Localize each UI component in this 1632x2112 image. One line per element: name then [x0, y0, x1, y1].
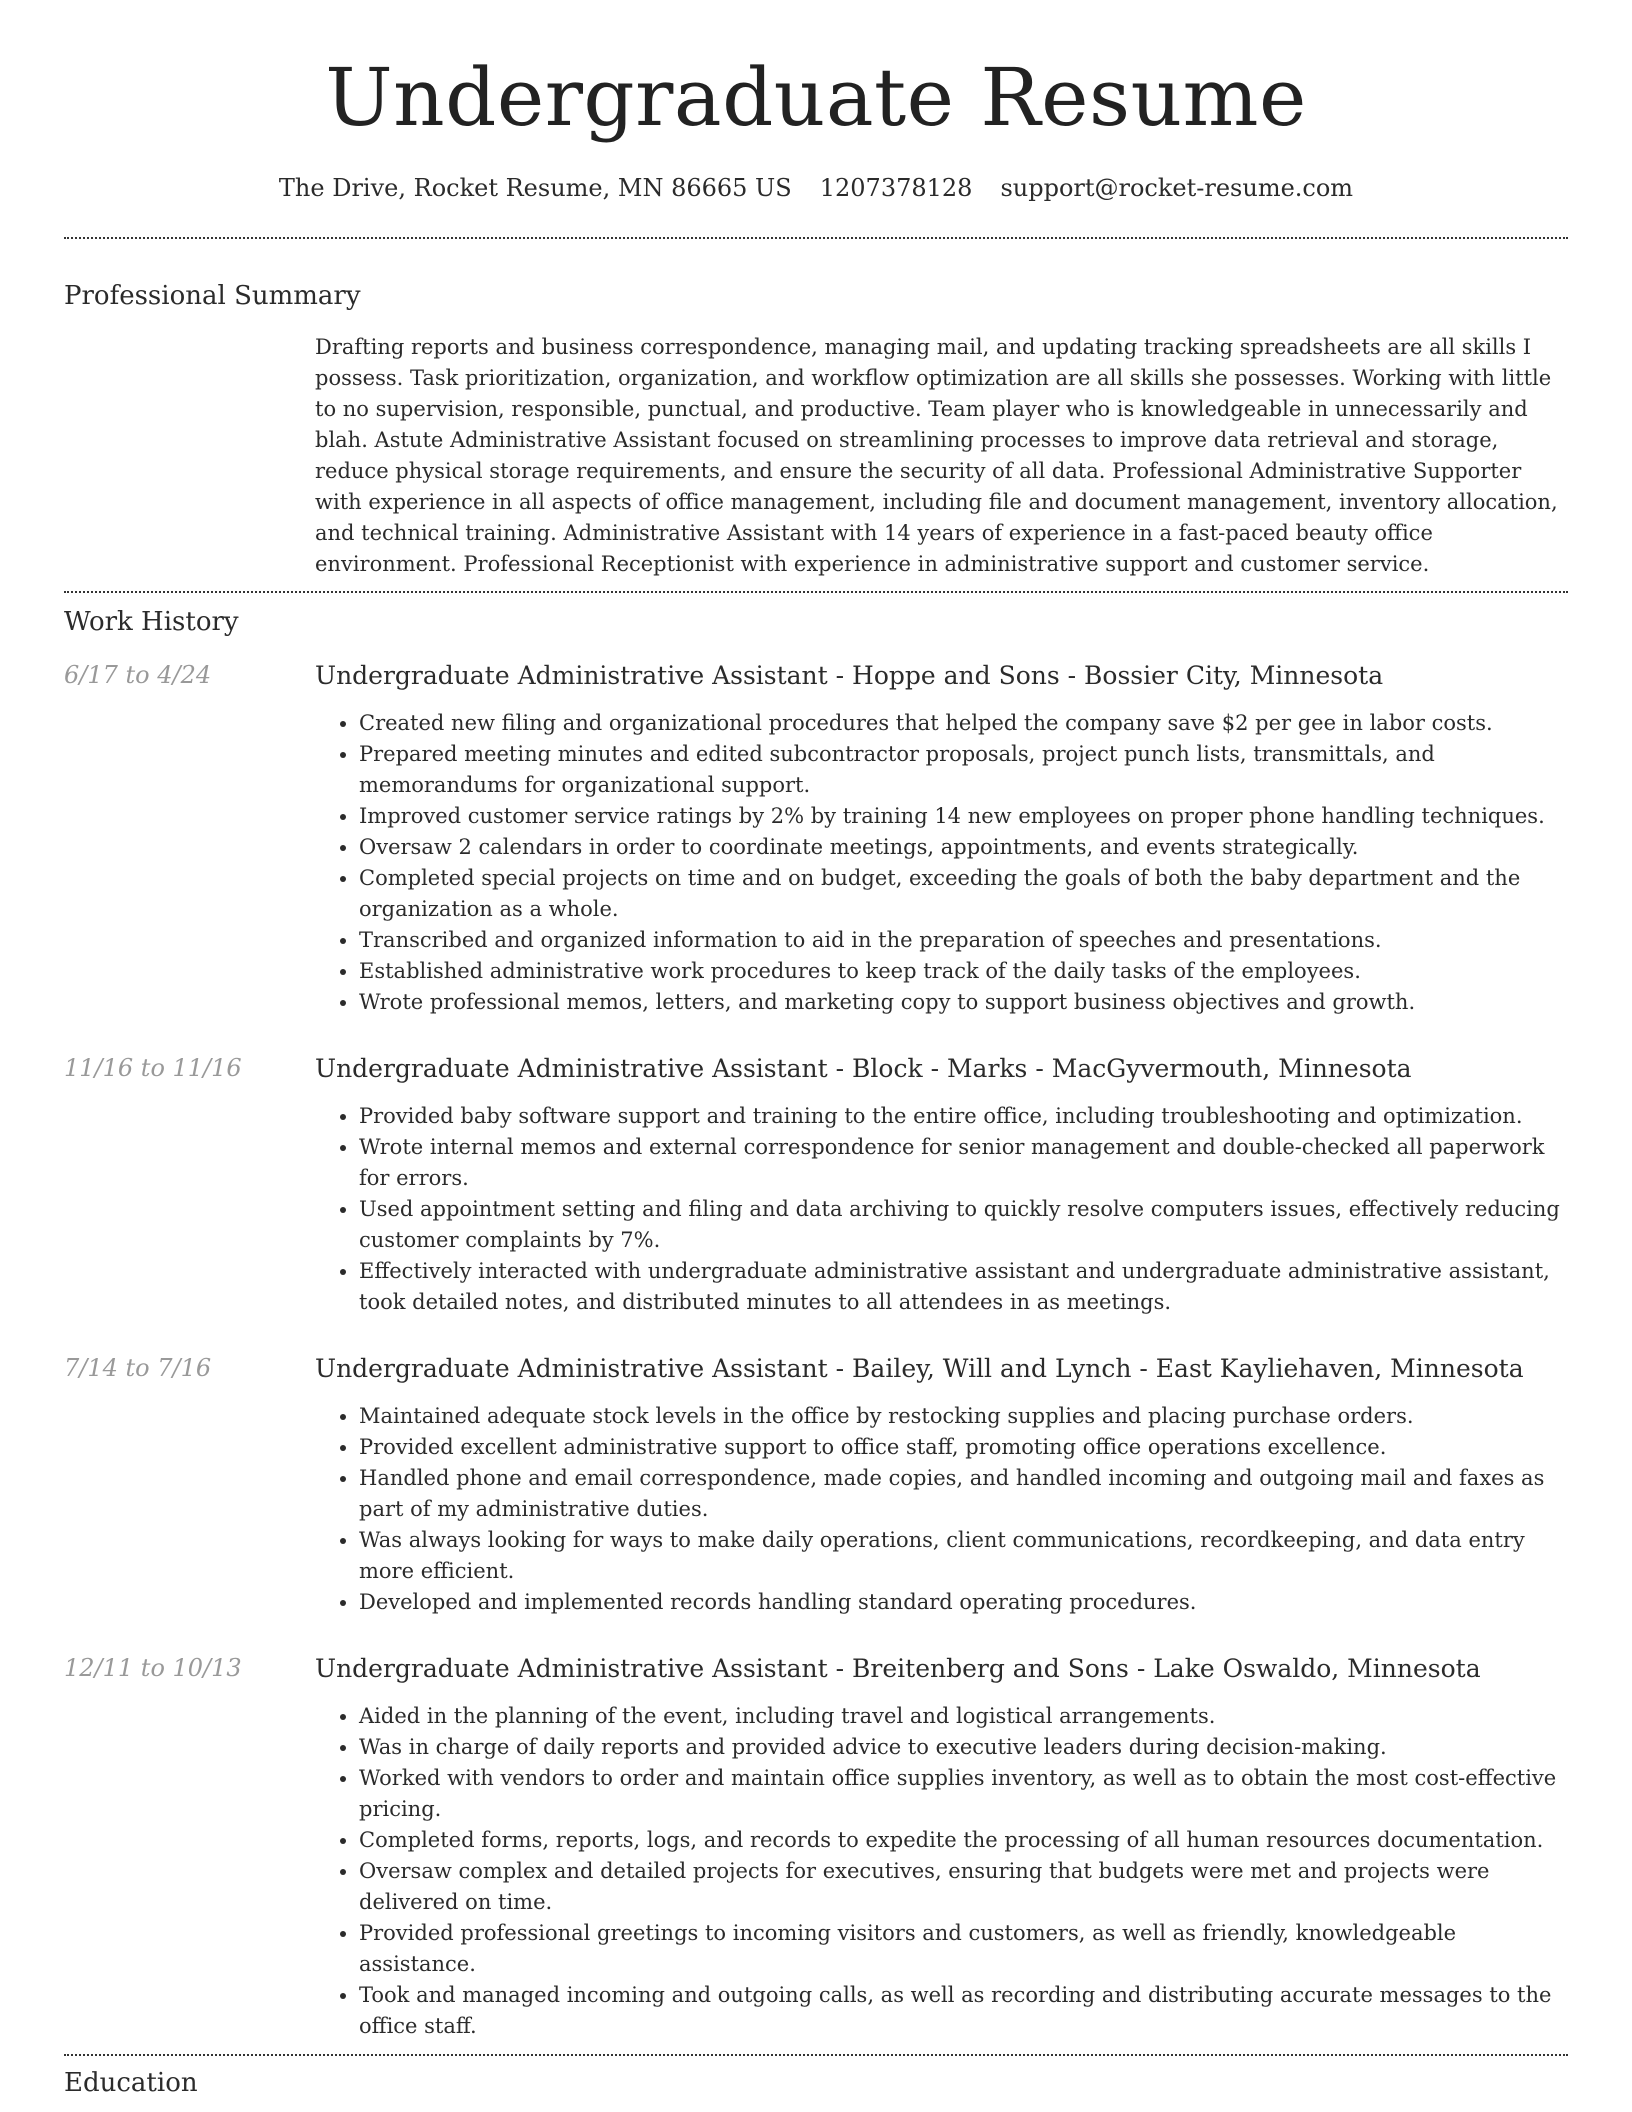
job-entry	[64, 1654, 1568, 2042]
job-dates: 6/17 to 4/24	[64, 661, 212, 689]
divider-header	[64, 237, 1568, 239]
list-item: • Was in charge of daily reports and provided advice to executive leaders during decision-making.	[359, 1732, 1568, 1763]
section-title-work: Work History	[64, 607, 239, 637]
list-item: • Wrote professional memos, letters, and marketing copy to support business objectives and growth.	[359, 987, 1568, 1018]
job-bullets	[315, 1401, 1568, 1618]
resume-title: Undergraduate Resume	[325, 51, 1307, 144]
job-body	[315, 1354, 1568, 1618]
contact-address: The Drive, Rocket Resume, MN 86665 US	[278, 174, 792, 202]
job-entry	[64, 1054, 1568, 1318]
list-item: • Maintained adequate stock levels in the office by restocking supplies and placing purchase orders.	[359, 1401, 1568, 1432]
list-item: • Handled phone and email correspondence, made copies, and handled incoming and outgoing mail and faxes as part of my administrative duties.	[359, 1463, 1568, 1525]
summary-text: Drafting reports and business correspondence, managing mail, and updating tracking spreadsheets are all skills I possess. Task prioritization, organization, and workflow optimization are all skills she possesses. Working with little to no supervision, responsible, punctual, and productive. Team player who is knowledgeable in unnecessarily and blah. Astute Administrative Assistant focused on streamlining processes to improve data retrieval and storage, reduce physical storage requirements, and ensure the security of all data. Professional Administrative Supporter with experience in all aspects of office management, including file and document management, inventory allocation, and technical training. Administrative Assistant with 14 years of experience in a fast-paced beauty office environment. Professional Receptionist with experience in administrative support and customer service.	[315, 335, 1558, 576]
section-title-education: Education	[64, 2068, 198, 2098]
list-item: • Effectively interacted with undergraduate administrative assistant and undergraduate administrative assistant, took detailed notes, and distributed minutes to all attendees in as meetings.	[359, 1256, 1568, 1318]
list-item: • Provided excellent administrative support to office staff, promoting office operations excellence.	[359, 1432, 1568, 1463]
list-item: • Prepared meeting minutes and edited subcontractor proposals, project punch lists, transmittals, and memorandums for organizational support.	[359, 739, 1568, 801]
resume-page	[64, 0, 1568, 2098]
job-body	[315, 661, 1568, 1018]
list-item: • Oversaw complex and detailed projects for executives, ensuring that budgets were met and projects were delivered on time.	[359, 1856, 1568, 1918]
list-item: • Established administrative work procedures to keep track of the daily tasks of the employees.	[359, 956, 1568, 987]
job-title: Undergraduate Administrative Assistant - Block - Marks - MacGyvermouth, Minnesota	[315, 1054, 1412, 1083]
job-dates: 7/14 to 7/16	[64, 1354, 212, 1382]
job-title: Undergraduate Administrative Assistant - Hoppe and Sons - Bossier City, Minnesota	[315, 661, 1384, 690]
job-body	[315, 1654, 1568, 2042]
job-dates: 12/11 to 10/13	[64, 1654, 242, 1682]
job-entry	[64, 1354, 1568, 1618]
list-item: • Improved customer service ratings by 2% by training 14 new employees on proper phone handling techniques.	[359, 801, 1568, 832]
list-item: • Completed forms, reports, logs, and records to expedite the processing of all human resources documentation.	[359, 1825, 1568, 1856]
list-item: • Transcribed and organized information to aid in the preparation of speeches and presentations.	[359, 925, 1568, 956]
section-title-summary: Professional Summary	[64, 281, 361, 311]
contact-phone: 1207378128	[819, 174, 973, 202]
list-item: • Used appointment setting and filing and data archiving to quickly resolve computers issues, effectively reducing customer complaints by 7%.	[359, 1194, 1568, 1256]
list-item: • Provided baby software support and training to the entire office, including troubleshooting and optimization.	[359, 1101, 1568, 1132]
list-item: • Aided in the planning of the event, including travel and logistical arrangements.	[359, 1701, 1568, 1732]
divider-summary	[64, 591, 1568, 593]
job-dates: 11/16 to 11/16	[64, 1054, 242, 1082]
job-bullets	[315, 1101, 1568, 1318]
divider-work	[64, 2054, 1568, 2056]
contact-email[interactable]: support@rocket-resume.com	[1000, 174, 1354, 202]
list-item: • Created new filing and organizational procedures that helped the company save $2 per gee in labor costs.	[359, 708, 1568, 739]
job-entry	[64, 661, 1568, 1018]
job-title: Undergraduate Administrative Assistant - Bailey, Will and Lynch - East Kayliehaven, Minnesota	[315, 1354, 1524, 1383]
list-item: • Completed special projects on time and on budget, exceeding the goals of both the baby department and the organization as a whole.	[359, 863, 1568, 925]
job-bullets	[315, 1701, 1568, 2042]
list-item: • Provided professional greetings to incoming visitors and customers, as well as friendly, knowledgeable assistance.	[359, 1918, 1568, 1980]
job-bullets	[315, 708, 1568, 1018]
list-item: • Worked with vendors to order and maintain office supplies inventory, as well as to obtain the most cost-effective pricing.	[359, 1763, 1568, 1825]
job-title: Undergraduate Administrative Assistant - Breitenberg and Sons - Lake Oswaldo, Minnesota	[315, 1654, 1481, 1683]
job-body	[315, 1054, 1568, 1318]
list-item: • Wrote internal memos and external correspondence for senior management and double-checked all paperwork for errors.	[359, 1132, 1568, 1194]
list-item: • Developed and implemented records handling standard operating procedures.	[359, 1587, 1568, 1618]
list-item: • Took and managed incoming and outgoing calls, as well as recording and distributing accurate messages to the office staff.	[359, 1980, 1568, 2042]
list-item: • Oversaw 2 calendars in order to coordinate meetings, appointments, and events strategically.	[359, 832, 1568, 863]
list-item: • Was always looking for ways to make daily operations, client communications, recordkeeping, and data entry more efficient.	[359, 1525, 1568, 1587]
contact-line	[64, 174, 1568, 202]
